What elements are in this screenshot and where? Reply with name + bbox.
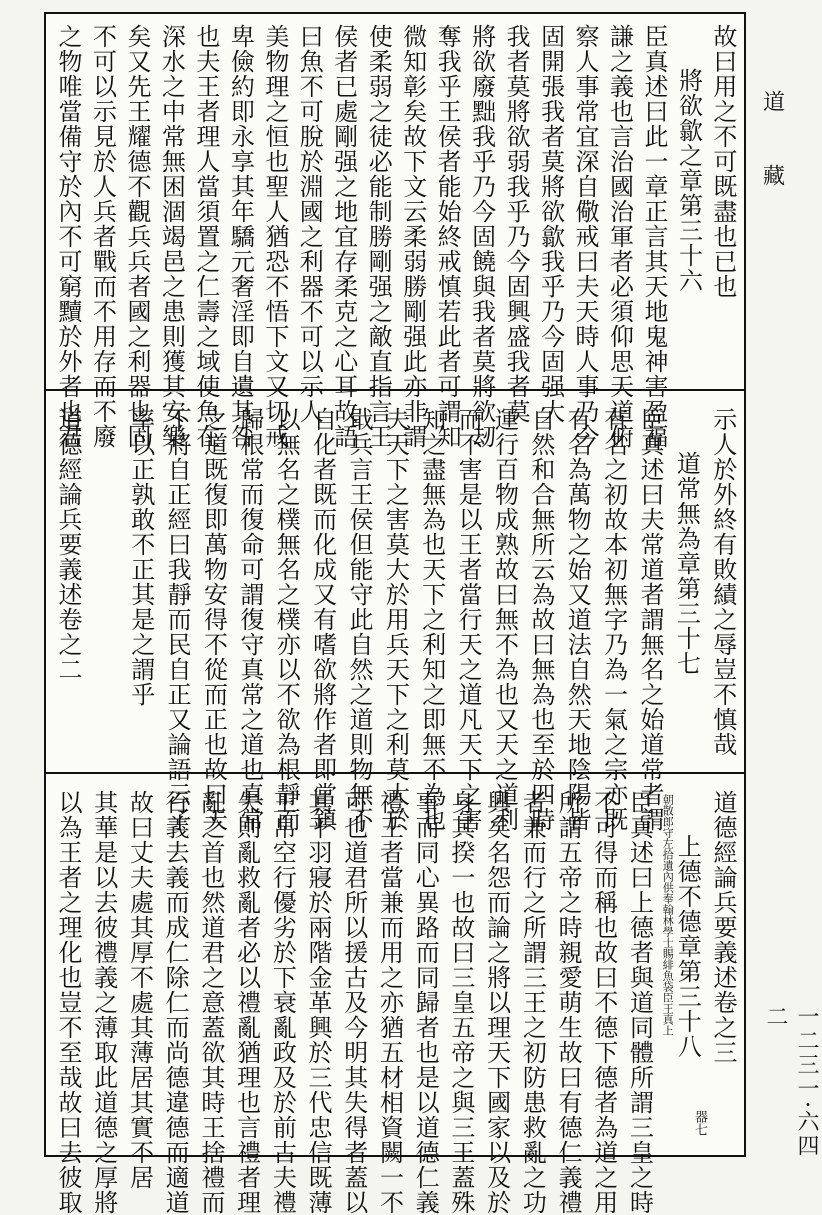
text-column: 不可以示見於人兵者戰而不用存而不廢: [88, 24, 117, 449]
text-column: 示人於外終有敗績之辱豈不慎哉: [708, 407, 737, 757]
text-column: 之物唯當備守於內不可窮黷於外者也君: [54, 24, 82, 449]
volume-title: 道德經論兵要義述卷之三: [708, 790, 737, 1065]
text-column: 微知彰矣故下文云柔弱勝剛强此亦非謂: [398, 24, 427, 449]
text-column: 以無名之樸無名之樸亦以不欲為根靜而: [272, 407, 301, 832]
chapter-heading: 將欲歙之章第三十六: [674, 68, 703, 293]
text-column: 而不害是以王者當行天之道凡天下之害: [454, 407, 483, 832]
text-column: 有名為萬物之始又道法自然天地陰陽皆: [563, 407, 592, 832]
author-note: 朝散郎守左拾遺內供奉翰林學士賜緋魚袋臣王真上: [661, 794, 675, 1036]
text-column: 以為王者之理化也豈不至哉故曰去彼取: [54, 790, 82, 1215]
text-column: 侯者已處剛强之地宜存柔克之心耳故語: [329, 24, 358, 449]
text-column: 故曰丈夫處其厚不處其薄居其實不居: [125, 790, 154, 1190]
text-column: 奪我乎王侯者能始終戒慎若此者可謂知: [433, 24, 462, 449]
text-column: 失則亂救亂者必以禮亂猶理也言禮者理: [232, 790, 261, 1215]
text-column: 臣真述曰夫常道者謂無名之始道常者謂: [636, 407, 664, 832]
text-column: 王帛空行優劣於下衰亂政及於前古夫禮: [268, 790, 297, 1215]
text-column: 歸根常而復命可謂復守真常之道也真常: [235, 407, 264, 832]
page-frame: [44, 12, 746, 1215]
text-block-bottom: [46, 790, 744, 1215]
collection-title: [752, 90, 792, 238]
text-column: 臣真述曰此一章正言其天地鬼神害盈福: [639, 24, 668, 449]
text-column: 自化者既而化成又有嗜欲將作者即當鎮: [308, 407, 337, 832]
text-column: 曰魚不可脫於淵國之利器不可以示人: [295, 24, 324, 424]
text-column: 之道既復即萬物安得不從而正也故曰天: [199, 407, 228, 832]
text-column: 美物理之恒也聖人猶恐不悟下文又切戒: [260, 24, 289, 449]
text-column: 謙之義也言治國治軍者必須仰思天道俯: [605, 24, 634, 449]
text-column: 戢兵言王侯但能守此自然之道則物無不: [345, 407, 373, 832]
text-column: 事而同心異路而同歸者也是以道德仁義: [411, 790, 440, 1215]
text-column: 將欲廢黜我乎乃今固饒與我者莫將欲刼: [467, 24, 496, 449]
text-column: 知之盡無為也天下之利知之即無不為也: [417, 407, 446, 832]
chapter-heading: 道常無為章第三十七: [672, 451, 701, 676]
text-block-middle: [46, 407, 744, 832]
text-column: 我者莫將欲弱我乎乃今固興盛我者莫: [502, 24, 531, 424]
text-column: 其干羽寢於兩階金革興於三代忠信既薄: [304, 790, 333, 1215]
text-column: 下將自正經曰我靜而民自正又論語云子: [163, 407, 192, 832]
text-column: 臣真述曰上德者與道同體所謂三皇之時: [625, 790, 654, 1215]
text-column: 固開張我者莫將欲歙我乎乃今固强大: [536, 24, 565, 424]
text-column: 禮王者當兼而用之亦猶五材相資闕一不: [375, 790, 404, 1215]
text-column: 行義去義而成仁除仁而尚德違德而適道: [161, 790, 190, 1215]
text-column: 深水之中常無困涸竭邑之患則獲其安樂: [157, 24, 186, 449]
text-column: 卑儉約即永享其年驕元奢淫即自遺其咎: [226, 24, 255, 449]
text-column: 察人事常宜深自儆戒曰夫天時人事乃今: [571, 24, 600, 449]
text-column: 所謂五帝之時親愛萌生故曰有德仁義禮: [554, 790, 583, 1215]
text-column: 不可得而稱也故曰不德下德者為道之用: [589, 790, 618, 1215]
text-column: 有名之初故本初無字乃為一氣之宗亦既: [599, 407, 628, 832]
text-column: 身其揆一也故曰三皇五帝之與三王蓋殊: [446, 790, 475, 1215]
chapter-heading-group: [661, 790, 700, 1150]
text-block-top: [46, 24, 744, 449]
page-number: 一二三一·六四二: [763, 1005, 819, 1158]
collection-title-char: 道: [759, 90, 785, 112]
text-column: 率以正孰敢不正其是之謂乎: [126, 407, 155, 707]
text-column: 亂之首也然道君之意蓋欲其時王捨禮而: [196, 790, 225, 1215]
folio-mark: 器七: [692, 1110, 707, 1136]
text-column: 也夫王者理人當須置之仁壽之域使魚在: [191, 24, 220, 449]
text-column: 自然和合無所云為故曰無為也至於四時: [526, 407, 555, 832]
text-column: 夫天下之害莫大於用兵天下之利莫大於: [381, 407, 410, 832]
chapter-heading: 上德不德章第三十八: [673, 834, 702, 1059]
volume-end-title: 道德經論兵要義述卷之二: [54, 407, 82, 682]
text-column: 故曰用之不可既盡也已也: [708, 24, 737, 299]
text-column: 可也道君所以援古及今明其失得者蓋以: [339, 790, 368, 1215]
text-column: 運行百物成熟故曰無不為也又天之道利: [490, 407, 519, 832]
text-column: 使柔弱之徒必能制勝剛强之敵直指言王: [364, 24, 393, 449]
text-column: 矣又先王耀德不觀兵兵者國之利器也固: [122, 24, 151, 449]
text-column: 者兼而行之所謂三王之初防患救亂之功: [518, 790, 547, 1215]
text-column: 興矣名怨而論之將以理天下國家以及於: [482, 790, 511, 1215]
collection-title-char: 藏: [759, 164, 785, 186]
text-column: 其華是以去彼禮義之薄取此道德之厚將: [89, 790, 118, 1215]
